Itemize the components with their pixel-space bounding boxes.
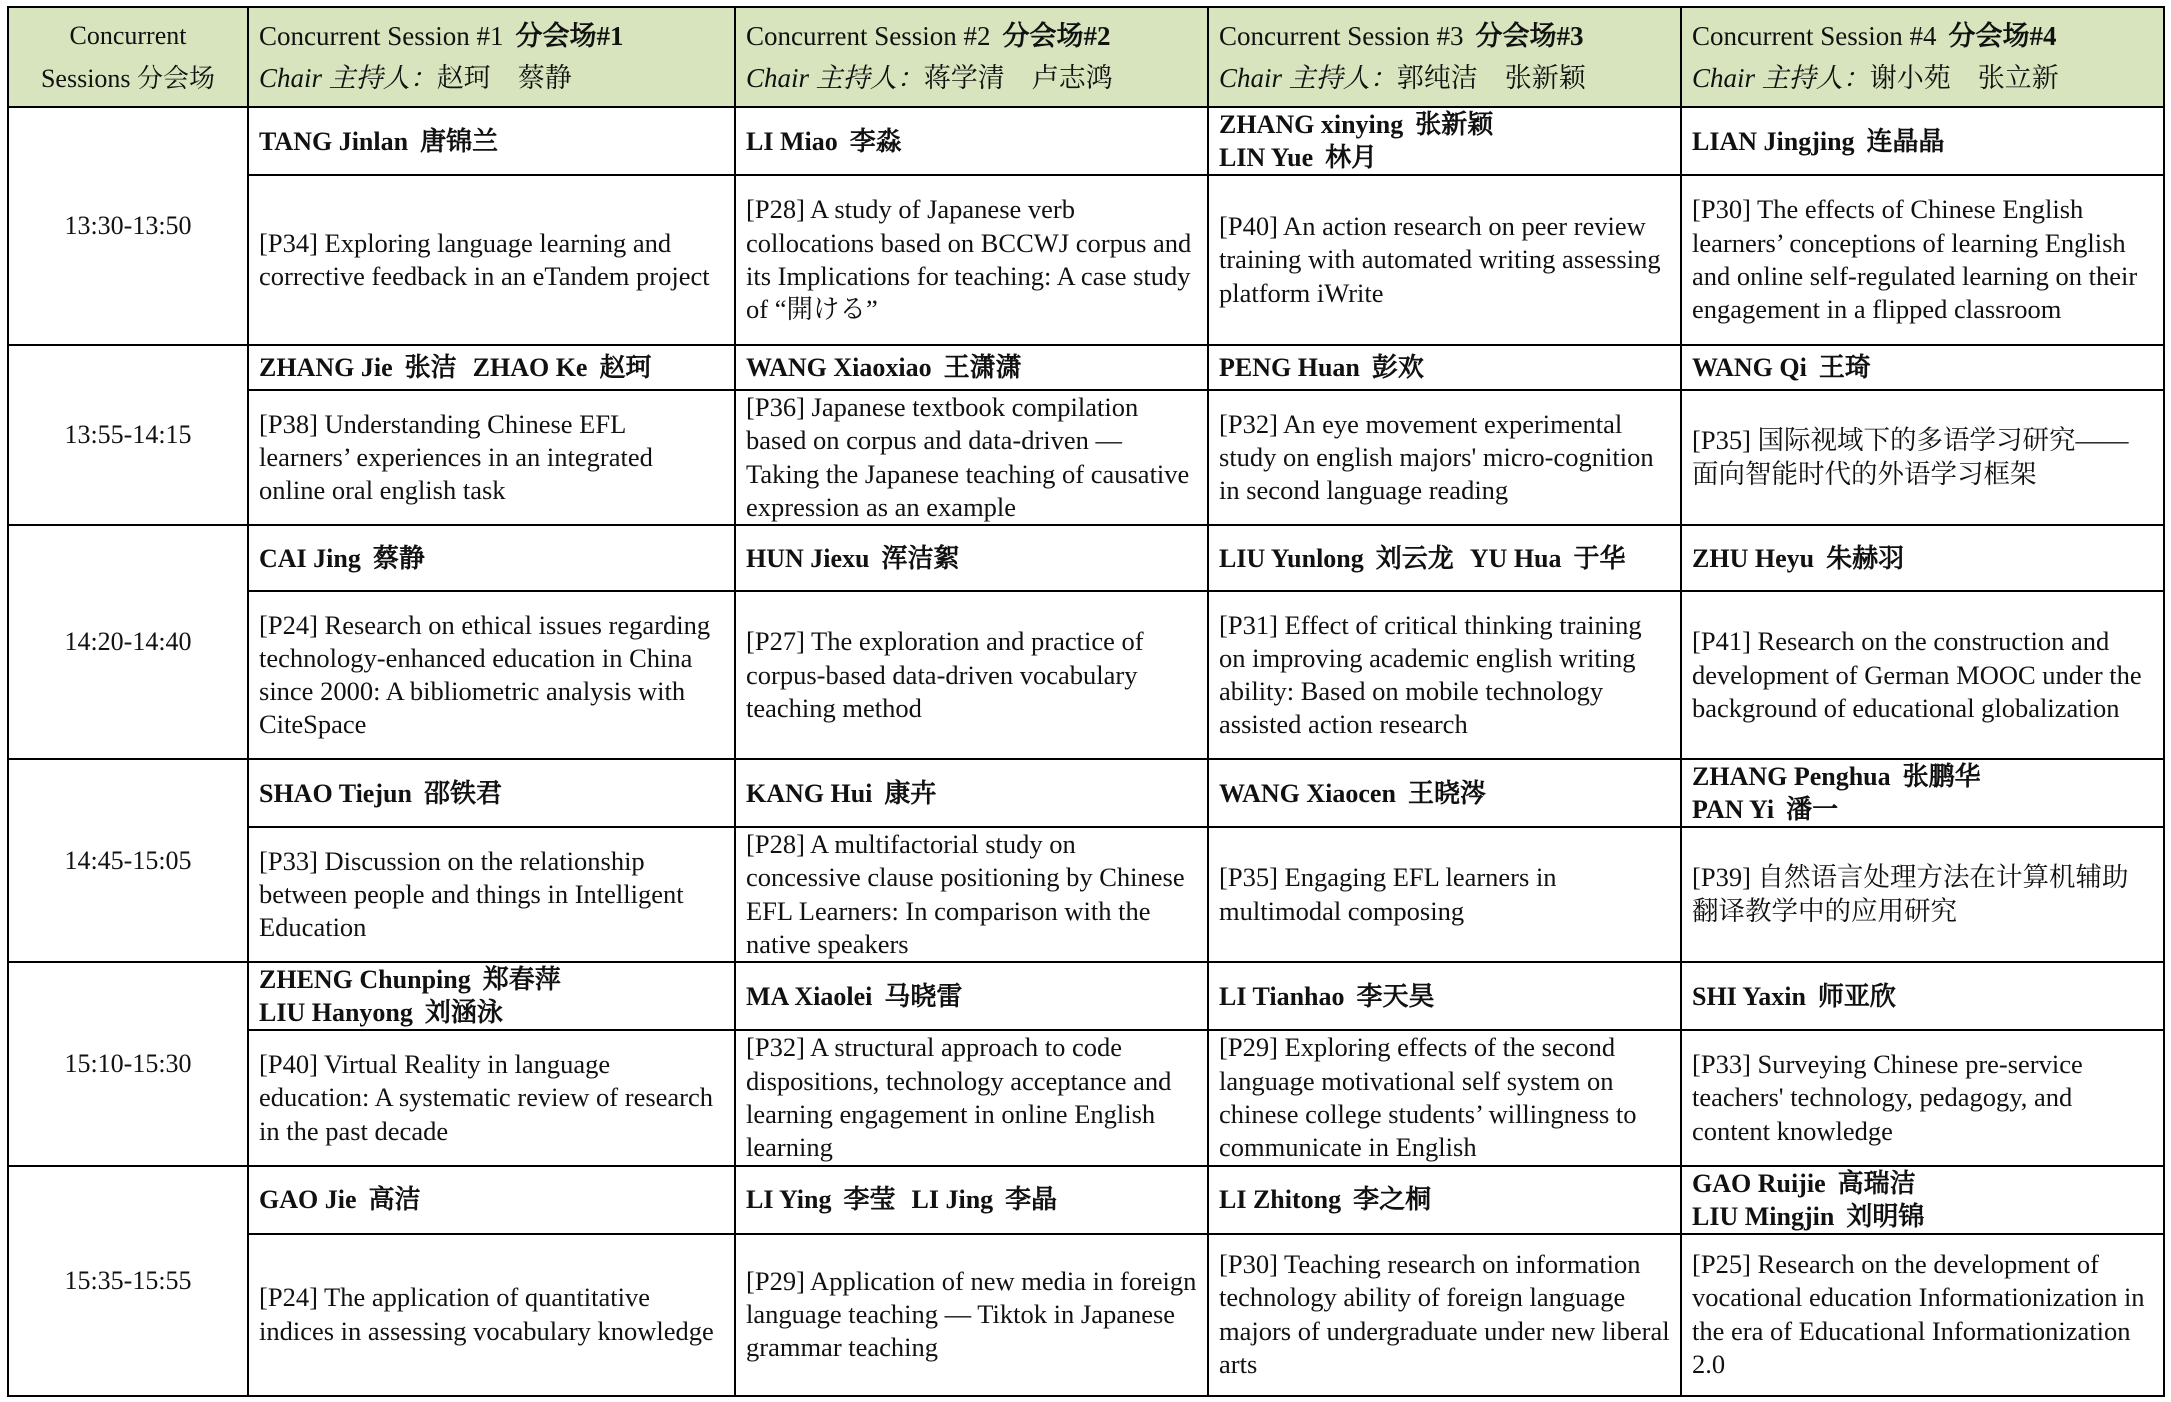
presentation-title: [P30] The effects of Chinese English learners’ conceptions of learning English and online self-regulated learning on their engagement in a flipped classroom (1681, 175, 2164, 345)
header-row (8, 7, 2164, 107)
speaker (1219, 779, 1486, 808)
speaker-name-zh: 连晶晶 (1866, 126, 1945, 156)
speaker-name-zh: 张鹏华 (1902, 762, 1981, 792)
speaker-name-zh: 马晓雷 (884, 981, 963, 1011)
speaker-cell (1681, 962, 2164, 1030)
speaker-name-en: WANG Qi (1692, 353, 1807, 382)
speaker (912, 1185, 1058, 1214)
speaker-name-zh: 邵铁君 (423, 778, 502, 808)
speaker-name-en: LI Tianhao (1219, 981, 1345, 1011)
speaker-cell (1208, 345, 1681, 390)
speaker-name-en: LI Miao (746, 126, 838, 156)
slot-title-row (8, 175, 2164, 345)
slot-speaker-row (8, 962, 2164, 1030)
speaker-name-en: LIU Hanyong (259, 998, 413, 1028)
speaker-name-en: YU Hua (1469, 543, 1562, 573)
speaker-name-en: LI Zhitong (1219, 1185, 1342, 1215)
speaker-name-en: ZHAO Ke (472, 353, 588, 382)
slot-title-row (8, 1030, 2164, 1165)
chair-names: 郭纯洁 张新颖 (1396, 63, 1586, 93)
speaker (259, 779, 502, 808)
speaker-name-zh: 蔡静 (372, 543, 425, 573)
speaker-cell (735, 107, 1208, 175)
header-session-4 (1681, 7, 2164, 107)
speaker-name-zh: 于华 (1573, 543, 1626, 573)
header-sessions-label-line2: Sessions 分会场 (40, 64, 216, 93)
speaker-name-en: ZHANG Jie (259, 353, 393, 382)
presentation-title: [P35] Engaging EFL learners in multimodal composing (1208, 827, 1681, 962)
speaker-name-en: SHAO Tiejun (259, 778, 412, 808)
header-session-2 (735, 7, 1208, 107)
speaker-cell (1208, 107, 1681, 175)
slot-speaker-row (8, 345, 2164, 390)
slot-speaker-row (8, 107, 2164, 175)
speaker-cell (248, 759, 735, 827)
speaker-name-zh: 李之桐 (1353, 1185, 1432, 1215)
session-label-zh: 分会场#2 (1002, 21, 1111, 51)
speaker-name-en: ZHANG xinying (1219, 110, 1404, 139)
speaker-name-en: CAI Jing (259, 543, 361, 573)
presentation-title: [P29] Application of new media in foreign language teaching — Tiktok in Japanese grammar teaching (735, 1234, 1208, 1396)
speaker (1219, 982, 1435, 1011)
speaker-name-zh: 李莹 (843, 1185, 896, 1215)
speaker-name-zh: 王琦 (1818, 353, 1871, 382)
session-label: Concurrent Session #1 (259, 21, 504, 51)
speaker (1692, 982, 1896, 1011)
schedule-table (7, 6, 2165, 1397)
speaker-name-en: LI Ying (746, 1185, 832, 1215)
chair-label: Chair 主持人： (259, 63, 437, 93)
speaker-name-en: SHI Yaxin (1692, 981, 1806, 1011)
speaker-cell (735, 1166, 1208, 1234)
session-label-zh: 分会场#1 (515, 21, 624, 51)
speaker-name-en: MA Xiaolei (746, 981, 873, 1011)
speaker (1219, 141, 1670, 174)
speaker-name-en: LIN Yue (1219, 143, 1314, 172)
speaker-name-zh: 王晓涔 (1407, 778, 1486, 808)
speaker (1219, 108, 1670, 141)
speaker (1692, 760, 2153, 793)
speaker (473, 353, 652, 382)
speaker-cell (735, 345, 1208, 390)
speaker (746, 353, 1022, 382)
slot-speaker-row (8, 759, 2164, 827)
time-slot: 15:10-15:30 (8, 962, 248, 1165)
speaker-cell (1681, 107, 2164, 175)
session-label: Concurrent Session #2 (746, 21, 991, 51)
speaker-name-zh: 刘涵泳 (424, 998, 503, 1028)
session-label: Concurrent Session #3 (1219, 21, 1464, 51)
presentation-title: [P38] Understanding Chinese EFL learners’ experiences in an integrated online oral english task (248, 390, 735, 525)
slot-speaker-row (8, 525, 2164, 591)
speaker-name-en: WANG Xiaoxiao (746, 353, 932, 382)
speaker-name-zh: 林月 (1325, 143, 1378, 172)
presentation-title: [P35] 国际视域下的多语学习研究——面向智能时代的外语学习框架 (1681, 390, 2164, 525)
speaker-name-en: PENG Huan (1219, 353, 1360, 382)
speaker-name-zh: 刘云龙 (1375, 543, 1454, 573)
chair-label: Chair 主持人： (746, 63, 924, 93)
speaker-name-zh: 刘明锦 (1846, 1201, 1925, 1231)
speaker (746, 1185, 896, 1214)
chair-names: 谢小苑 张立新 (1869, 63, 2059, 93)
header-session-1 (248, 7, 735, 107)
presentation-title: [P39] 自然语言处理方法在计算机辅助翻译教学中的应用研究 (1681, 827, 2164, 962)
session-label-zh: 分会场#3 (1475, 21, 1584, 51)
speaker-cell (248, 1166, 735, 1234)
presentation-title: [P31] Effect of critical thinking training on improving academic english writing ability: Based on mobile technology assisted action research (1208, 591, 1681, 759)
speaker-name-en: PAN Yi (1692, 795, 1775, 825)
speaker-name-zh: 高洁 (368, 1185, 421, 1215)
speaker-name-en: LIU Yunlong (1219, 543, 1364, 573)
speaker-cell (735, 525, 1208, 591)
speaker-cell (248, 525, 735, 591)
speaker (1470, 544, 1626, 573)
presentation-title: [P24] Research on ethical issues regarding technology-enhanced education in China since 2000: A bibliometric analysis with CiteSpace (248, 591, 735, 759)
speaker-name-zh: 康卉 (884, 778, 937, 808)
speaker (1692, 353, 1871, 382)
schedule-body (8, 107, 2164, 1396)
presentation-title: [P40] Virtual Reality in language education: A systematic review of research in the past decade (248, 1030, 735, 1165)
slot-title-row (8, 390, 2164, 525)
speaker-name-en: GAO Ruijie (1692, 1168, 1826, 1198)
chair-label: Chair 主持人： (1692, 63, 1870, 93)
speaker-cell (1681, 345, 2164, 390)
speaker (746, 544, 960, 573)
slot-title-row (8, 1234, 2164, 1396)
speaker (259, 353, 457, 382)
header-sessions-label (8, 7, 248, 107)
speaker-cell (1208, 525, 1681, 591)
presentation-title: [P32] A structural approach to code dispositions, technology acceptance and learning engagement in online English learning (735, 1030, 1208, 1165)
speaker (259, 996, 724, 1029)
presentation-title: [P24] The application of quantitative indices in assessing vocabulary knowledge (248, 1234, 735, 1396)
speaker-cell (248, 962, 735, 1030)
time-slot: 15:35-15:55 (8, 1166, 248, 1396)
slot-speaker-row (8, 1166, 2164, 1234)
speaker (259, 963, 724, 996)
presentation-title: [P36] Japanese textbook compilation based on corpus and data-driven — Taking the Japanese teaching of causative expression as an example (735, 390, 1208, 525)
speaker (1219, 1185, 1431, 1214)
speaker (1692, 127, 1945, 156)
speaker-name-en: TANG Jinlan (259, 126, 409, 156)
presentation-title: [P29] Exploring effects of the second language motivational self system on chinese college students’ willingness to communicate in English (1208, 1030, 1681, 1165)
header-sessions-label-line1: Concurrent (69, 21, 187, 50)
speaker-cell (1681, 1166, 2164, 1234)
speaker-cell (1681, 525, 2164, 591)
speaker (746, 779, 936, 808)
presentation-title: [P34] Exploring language learning and corrective feedback in an eTandem project (248, 175, 735, 345)
speaker-name-en: WANG Xiaocen (1219, 778, 1396, 808)
speaker-name-zh: 潘一 (1786, 795, 1839, 825)
speaker-name-zh: 李晶 (1005, 1185, 1058, 1215)
speaker (259, 544, 425, 573)
time-slot: 13:55-14:15 (8, 345, 248, 525)
chair-names: 赵珂 蔡静 (436, 63, 572, 93)
speaker-cell (248, 107, 735, 175)
speaker-name-zh: 李天昊 (1356, 981, 1435, 1011)
speaker (259, 1185, 421, 1214)
speaker-name-en: LI Jing (911, 1185, 994, 1215)
speaker-name-zh: 师亚欣 (1817, 981, 1896, 1011)
speaker (746, 127, 902, 156)
time-slot: 14:20-14:40 (8, 525, 248, 759)
presentation-title: [P25] Research on the development of vocational education Informationization in the era of Educational Informationization 2.0 (1681, 1234, 2164, 1396)
speaker (1219, 353, 1424, 382)
speaker-name-zh: 彭欢 (1371, 353, 1424, 382)
presentation-title: [P32] An eye movement experimental study on english majors' micro-cognition in second language reading (1208, 390, 1681, 525)
presentation-title: [P33] Surveying Chinese pre-service teachers' technology, pedagogy, and content knowledge (1681, 1030, 2164, 1165)
presentation-title: [P40] An action research on peer review training with automated writing assessing platform iWrite (1208, 175, 1681, 345)
speaker-name-en: GAO Jie (259, 1185, 357, 1215)
speaker (259, 127, 498, 156)
speaker-cell (735, 962, 1208, 1030)
header-session-3 (1208, 7, 1681, 107)
slot-title-row (8, 591, 2164, 759)
speaker (746, 982, 962, 1011)
speaker-cell (1681, 759, 2164, 827)
presentation-title: [P41] Research on the construction and development of German MOOC under the background of educational globalization (1681, 591, 2164, 759)
speaker-name-en: KANG Hui (746, 778, 873, 808)
speaker-name-zh: 张新颖 (1415, 110, 1494, 139)
speaker-name-en: LIAN Jingjing (1692, 126, 1855, 156)
speaker-name-en: ZHENG Chunping (259, 965, 471, 995)
speaker-cell (1208, 1166, 1681, 1234)
speaker (1692, 544, 1904, 573)
session-label-zh: 分会场#4 (1948, 21, 2057, 51)
speaker-cell (1208, 962, 1681, 1030)
presentation-title: [P28] A study of Japanese verb collocations based on BCCWJ corpus and its Implications for teaching: A case study of “開ける” (735, 175, 1208, 345)
speaker (1692, 793, 2153, 826)
speaker-name-zh: 朱赫羽 (1826, 543, 1905, 573)
time-slot: 14:45-15:05 (8, 759, 248, 962)
speaker-name-zh: 张洁 (404, 353, 457, 382)
speaker-name-en: ZHANG Penghua (1692, 762, 1891, 792)
speaker (1692, 1167, 2153, 1200)
speaker-name-en: ZHU Heyu (1692, 543, 1815, 573)
presentation-title: [P27] The exploration and practice of corpus-based data-driven vocabulary teaching method (735, 591, 1208, 759)
presentation-title: [P30] Teaching research on information technology ability of foreign language majors of undergraduate under new liberal arts (1208, 1234, 1681, 1396)
speaker-name-zh: 浑洁絮 (881, 543, 960, 573)
speaker-cell (248, 345, 735, 390)
presentation-title: [P28] A multifactorial study on concessive clause positioning by Chinese EFL Learners: In comparison with the native speakers (735, 827, 1208, 962)
speaker-name-zh: 赵珂 (599, 353, 652, 382)
speaker-cell (1208, 759, 1681, 827)
speaker-name-zh: 李淼 (849, 126, 902, 156)
speaker (1219, 544, 1454, 573)
slot-title-row (8, 827, 2164, 962)
speaker-cell (735, 759, 1208, 827)
chair-names: 蒋学清 卢志鸿 (923, 63, 1113, 93)
session-label: Concurrent Session #4 (1692, 21, 1937, 51)
speaker-name-zh: 高瑞洁 (1837, 1168, 1916, 1198)
speaker-name-zh: 郑春萍 (482, 965, 561, 995)
speaker (1692, 1200, 2153, 1233)
speaker-name-zh: 唐锦兰 (420, 126, 499, 156)
presentation-title: [P33] Discussion on the relationship between people and things in Intelligent Education (248, 827, 735, 962)
chair-label: Chair 主持人： (1219, 63, 1397, 93)
time-slot: 13:30-13:50 (8, 107, 248, 345)
speaker-name-zh: 王潇潇 (943, 353, 1022, 382)
speaker-name-en: LIU Mingjin (1692, 1201, 1835, 1231)
speaker-name-en: HUN Jiexu (746, 543, 870, 573)
